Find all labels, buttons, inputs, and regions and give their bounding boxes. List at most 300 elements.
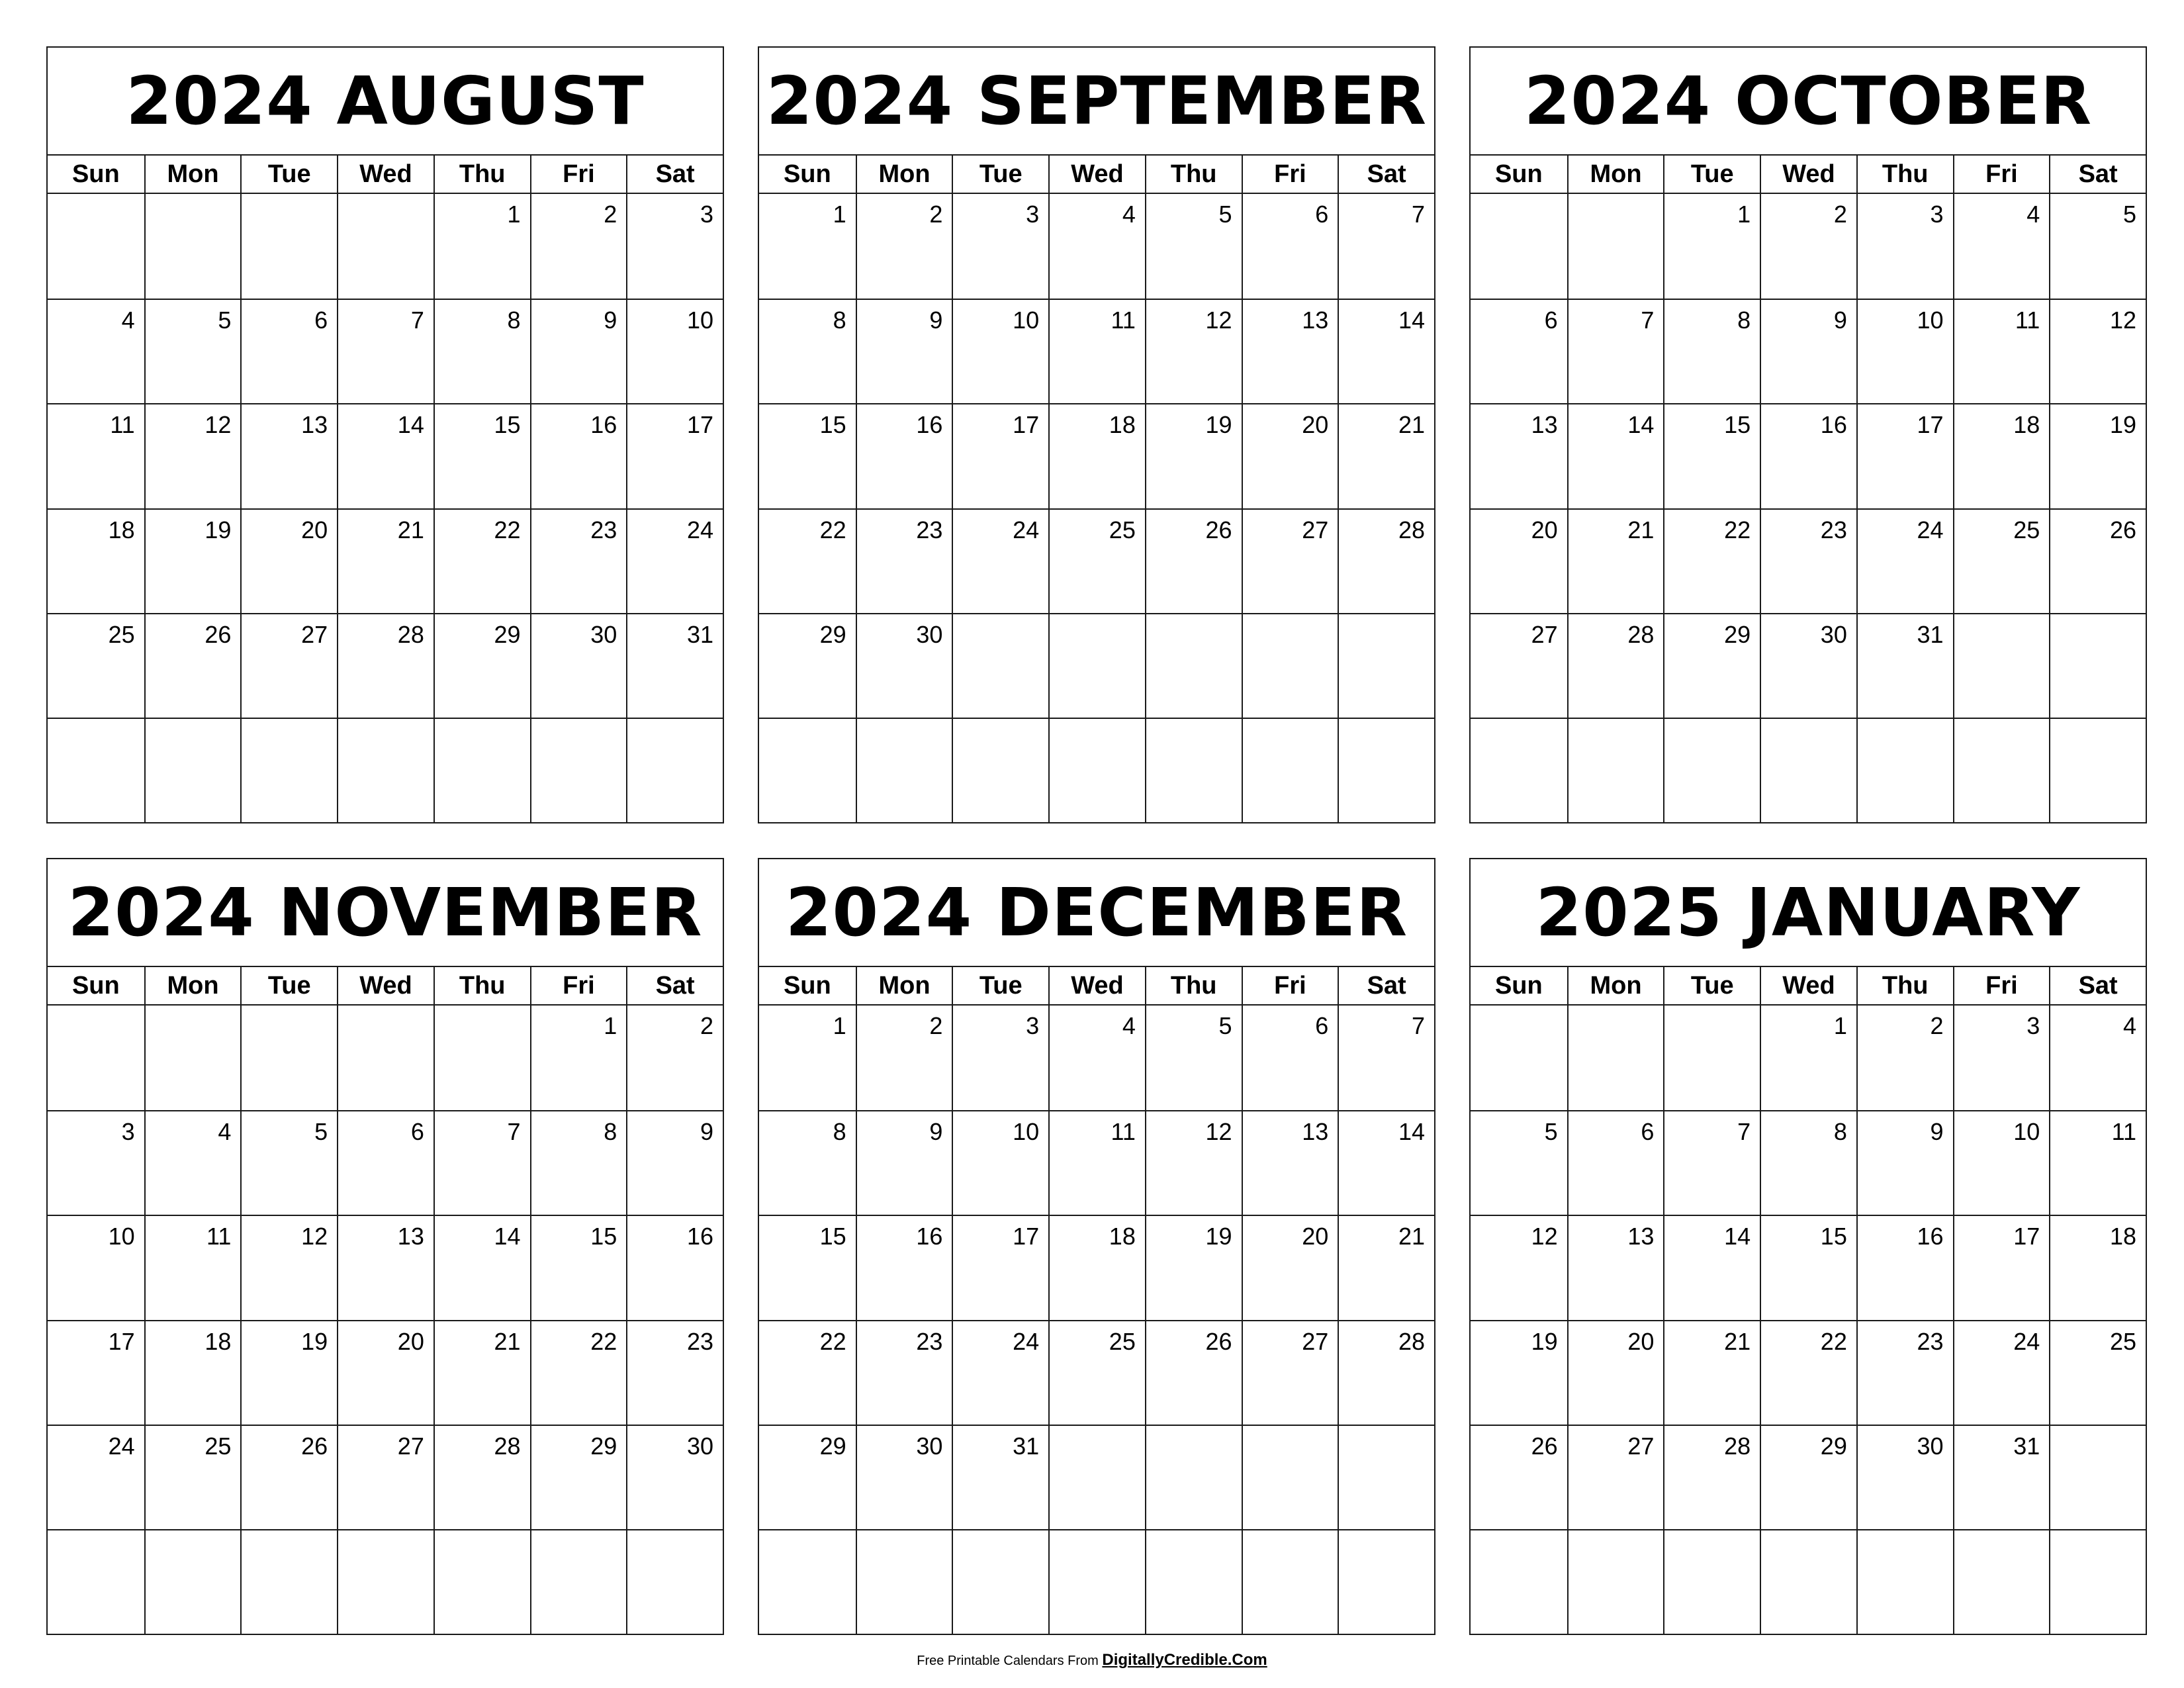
day-number: 23 <box>1917 1327 1944 1355</box>
day-cell <box>1338 299 1434 403</box>
day-number: 14 <box>1627 411 1655 439</box>
weekday-header: Thu <box>433 967 530 1004</box>
day-number: 6 <box>1544 306 1558 334</box>
day-cell <box>1760 1320 1856 1425</box>
day-cell <box>1663 1215 1760 1319</box>
day-number: 26 <box>1531 1432 1558 1460</box>
day-number: 28 <box>1398 516 1425 543</box>
day-number: 2 <box>604 201 617 228</box>
day-number: 8 <box>507 306 521 334</box>
day-cell <box>530 194 627 299</box>
day-cell <box>144 1110 241 1215</box>
day-number: 24 <box>2013 1327 2040 1355</box>
day-number: 27 <box>397 1432 424 1460</box>
weekday-header: Mon <box>856 156 952 193</box>
day-number: 13 <box>1531 411 1558 439</box>
day-number: 26 <box>1205 516 1232 543</box>
month-title: 2024 OCTOBER <box>1471 48 2146 156</box>
day-cell <box>759 194 856 299</box>
day-cell <box>759 1215 856 1319</box>
day-cell <box>1048 1215 1145 1319</box>
day-cell <box>1048 1529 1145 1634</box>
day-number: 9 <box>604 306 617 334</box>
day-number: 19 <box>301 1327 328 1355</box>
day-cell <box>1567 1110 1664 1215</box>
day-cell <box>337 403 433 508</box>
day-number: 10 <box>108 1223 135 1250</box>
day-number: 27 <box>1627 1432 1655 1460</box>
weekday-header: Wed <box>337 967 433 1004</box>
day-cell <box>144 1425 241 1529</box>
day-cell <box>1856 194 1953 299</box>
day-number: 8 <box>1833 1118 1847 1146</box>
day-cell <box>1338 1320 1434 1425</box>
day-cell <box>530 1110 627 1215</box>
day-number: 3 <box>700 201 713 228</box>
day-cell <box>626 1425 723 1529</box>
day-cell <box>1471 1425 1567 1529</box>
day-cell <box>240 613 337 718</box>
day-cell <box>530 613 627 718</box>
day-number: 20 <box>1302 411 1329 439</box>
day-cell <box>952 613 1048 718</box>
day-number: 14 <box>1398 1118 1425 1146</box>
day-cell <box>626 1006 723 1110</box>
weekday-header: Mon <box>144 156 241 193</box>
day-number: 1 <box>604 1012 617 1039</box>
day-number: 23 <box>916 1327 943 1355</box>
day-cell <box>1567 299 1664 403</box>
day-cell <box>856 613 952 718</box>
day-cell <box>1567 1006 1664 1110</box>
day-cell <box>1338 194 1434 299</box>
day-cell <box>1856 1529 1953 1634</box>
day-number: 5 <box>2122 201 2136 228</box>
day-number: 10 <box>2013 1118 2040 1146</box>
day-number: 19 <box>205 516 232 543</box>
weekday-header: Mon <box>1567 967 1664 1004</box>
day-cell <box>759 1320 856 1425</box>
day-number: 21 <box>1398 1223 1425 1250</box>
day-cell <box>1338 1006 1434 1110</box>
weekday-header: Fri <box>1242 967 1338 1004</box>
day-cell <box>2049 1110 2146 1215</box>
day-cell <box>144 403 241 508</box>
day-cell <box>626 1215 723 1319</box>
day-cell <box>1760 299 1856 403</box>
day-cell <box>433 613 530 718</box>
day-number: 21 <box>494 1327 521 1355</box>
day-cell <box>1953 403 2050 508</box>
day-number: 17 <box>1013 411 1040 439</box>
day-cell <box>1760 1215 1856 1319</box>
weekday-header: Fri <box>1953 967 2050 1004</box>
day-cell <box>530 1006 627 1110</box>
day-number: 20 <box>1531 516 1558 543</box>
day-cell <box>759 718 856 822</box>
day-cell <box>856 1006 952 1110</box>
footer-brand-link[interactable]: DigitallyCredible.Com <box>1102 1651 1267 1669</box>
day-cell <box>1145 1006 1242 1110</box>
day-cell <box>48 1215 144 1319</box>
day-cell <box>433 1215 530 1319</box>
day-number: 12 <box>1205 306 1232 334</box>
footer-prefix: Free Printable Calendars From <box>917 1654 1099 1668</box>
day-number: 15 <box>1820 1223 1847 1250</box>
day-cell <box>433 194 530 299</box>
day-cell <box>1567 403 1664 508</box>
day-cell <box>1242 508 1338 613</box>
day-number: 6 <box>314 306 328 334</box>
day-cell <box>626 1529 723 1634</box>
day-number: 22 <box>494 516 521 543</box>
day-cell <box>337 508 433 613</box>
day-cell <box>2049 1529 2146 1634</box>
day-cell <box>2049 1006 2146 1110</box>
weekday-header: Tue <box>952 156 1048 193</box>
day-number: 12 <box>205 411 232 439</box>
weekday-header: Tue <box>952 967 1048 1004</box>
day-cell <box>1145 403 1242 508</box>
day-cell <box>144 1320 241 1425</box>
day-number: 21 <box>1627 516 1655 543</box>
day-cell <box>759 1006 856 1110</box>
day-cell <box>337 1425 433 1529</box>
day-cell <box>337 1110 433 1215</box>
day-number: 18 <box>1109 411 1136 439</box>
day-number: 20 <box>1302 1223 1329 1250</box>
day-cell <box>337 1006 433 1110</box>
day-number: 29 <box>819 1432 846 1460</box>
day-cell <box>530 1425 627 1529</box>
day-cell <box>1856 1006 1953 1110</box>
day-number: 9 <box>1930 1118 1944 1146</box>
day-cell <box>1048 299 1145 403</box>
day-cell <box>1338 718 1434 822</box>
day-cell <box>2049 1320 2146 1425</box>
day-number: 16 <box>1917 1223 1944 1250</box>
day-number: 19 <box>1205 1223 1232 1250</box>
day-number: 15 <box>494 411 521 439</box>
day-number: 18 <box>1109 1223 1136 1250</box>
day-number: 7 <box>1737 1118 1751 1146</box>
day-cell <box>48 1529 144 1634</box>
weekday-header-row <box>48 967 723 1006</box>
day-cell <box>1048 1320 1145 1425</box>
day-cell <box>1953 1529 2050 1634</box>
day-cell <box>1242 1425 1338 1529</box>
day-number: 28 <box>1724 1432 1751 1460</box>
day-number: 27 <box>1531 620 1558 648</box>
day-cell <box>1567 1215 1664 1319</box>
month-calendar <box>758 46 1435 823</box>
weekday-header: Sun <box>783 971 831 1000</box>
day-cell <box>144 1529 241 1634</box>
day-cell <box>240 1110 337 1215</box>
day-cell <box>144 194 241 299</box>
day-number: 30 <box>590 620 617 648</box>
day-cell <box>240 299 337 403</box>
day-number: 7 <box>1411 201 1425 228</box>
day-grid <box>759 1006 1434 1634</box>
day-cell <box>1567 1425 1664 1529</box>
day-number: 4 <box>2122 1012 2136 1039</box>
day-number: 18 <box>2013 411 2040 439</box>
day-number: 9 <box>929 1118 943 1146</box>
day-number: 21 <box>1724 1327 1751 1355</box>
day-cell <box>626 403 723 508</box>
day-cell <box>1953 1110 2050 1215</box>
day-number: 24 <box>686 516 713 543</box>
month-title: 2024 NOVEMBER <box>48 859 723 967</box>
day-cell <box>1663 613 1760 718</box>
day-cell <box>337 1215 433 1319</box>
day-cell <box>1663 194 1760 299</box>
day-cell <box>1242 194 1338 299</box>
day-cell <box>530 1215 627 1319</box>
day-number: 11 <box>2111 1118 2136 1146</box>
day-number: 21 <box>397 516 424 543</box>
weekday-header: Fri <box>530 967 627 1004</box>
day-cell <box>433 508 530 613</box>
day-cell <box>2049 194 2146 299</box>
day-cell <box>433 718 530 822</box>
day-number: 5 <box>1544 1118 1558 1146</box>
day-cell <box>759 1425 856 1529</box>
day-cell <box>1567 508 1664 613</box>
day-number: 7 <box>1411 1012 1425 1039</box>
day-cell <box>337 1320 433 1425</box>
day-cell <box>530 1529 627 1634</box>
day-cell <box>2049 718 2146 822</box>
day-number: 20 <box>301 516 328 543</box>
day-cell <box>856 508 952 613</box>
day-number: 1 <box>1833 1012 1847 1039</box>
day-number: 24 <box>1013 516 1040 543</box>
weekday-header: Sat <box>1338 967 1434 1004</box>
day-number: 20 <box>1627 1327 1655 1355</box>
day-cell <box>1760 718 1856 822</box>
day-cell <box>48 194 144 299</box>
day-cell <box>1471 718 1567 822</box>
day-cell <box>1242 1529 1338 1634</box>
weekday-header: Mon <box>1567 156 1664 193</box>
weekday-header: Sat <box>2049 967 2146 1004</box>
weekday-header: Thu <box>1145 967 1242 1004</box>
day-cell <box>1338 403 1434 508</box>
day-cell <box>530 299 627 403</box>
day-cell <box>1145 299 1242 403</box>
day-number: 11 <box>110 411 135 439</box>
day-cell <box>433 1425 530 1529</box>
day-grid <box>1471 194 2146 822</box>
day-cell <box>1856 403 1953 508</box>
day-number: 9 <box>929 306 943 334</box>
day-cell <box>1242 613 1338 718</box>
day-cell <box>1856 718 1953 822</box>
day-number: 12 <box>1205 1118 1232 1146</box>
day-cell <box>1048 613 1145 718</box>
day-cell <box>1953 1425 2050 1529</box>
day-number: 15 <box>819 411 846 439</box>
day-number: 10 <box>1917 306 1944 334</box>
day-number: 20 <box>397 1327 424 1355</box>
day-cell <box>1760 508 1856 613</box>
day-number: 4 <box>1122 1012 1136 1039</box>
day-cell <box>856 1215 952 1319</box>
month-title: 2024 SEPTEMBER <box>759 48 1434 156</box>
day-number: 27 <box>301 620 328 648</box>
weekday-header: Tue <box>240 967 337 1004</box>
day-cell <box>48 718 144 822</box>
day-cell <box>530 508 627 613</box>
day-cell <box>2049 1425 2146 1529</box>
day-number: 13 <box>1302 306 1329 334</box>
day-cell <box>48 1320 144 1425</box>
day-number: 14 <box>1398 306 1425 334</box>
day-cell <box>530 403 627 508</box>
day-cell <box>626 299 723 403</box>
month-title: 2025 JANUARY <box>1471 859 2146 967</box>
month-calendar <box>758 858 1435 1635</box>
day-cell <box>1663 299 1760 403</box>
day-cell <box>1663 1425 1760 1529</box>
month-calendar <box>1469 46 2147 823</box>
month-calendar <box>46 46 724 823</box>
day-cell <box>759 299 856 403</box>
day-number: 3 <box>1930 201 1944 228</box>
day-number: 1 <box>833 1012 846 1039</box>
day-number: 30 <box>1820 620 1847 648</box>
weekday-header: Sun <box>1494 971 1543 1000</box>
day-cell <box>1953 508 2050 613</box>
day-grid <box>1471 1006 2146 1634</box>
day-cell <box>1048 718 1145 822</box>
day-cell <box>1856 299 1953 403</box>
weekday-header: Mon <box>856 967 952 1004</box>
day-cell <box>144 1006 241 1110</box>
day-cell <box>1663 1110 1760 1215</box>
day-cell <box>2049 299 2146 403</box>
day-cell <box>626 718 723 822</box>
day-cell <box>1145 1215 1242 1319</box>
day-cell <box>48 508 144 613</box>
day-number: 6 <box>1641 1118 1655 1146</box>
day-cell <box>1953 299 2050 403</box>
day-cell <box>626 1320 723 1425</box>
day-number: 18 <box>108 516 135 543</box>
day-number: 4 <box>2026 201 2040 228</box>
day-cell <box>1471 1529 1567 1634</box>
day-cell <box>1048 1425 1145 1529</box>
day-number: 11 <box>1111 306 1136 334</box>
weekday-header: Thu <box>433 156 530 193</box>
weekday-header-row <box>1471 156 2146 194</box>
day-number: 15 <box>1724 411 1751 439</box>
day-cell <box>856 718 952 822</box>
day-cell <box>1856 613 1953 718</box>
day-cell <box>856 299 952 403</box>
day-number: 9 <box>1833 306 1847 334</box>
day-cell <box>759 403 856 508</box>
day-number: 24 <box>1917 516 1944 543</box>
day-cell <box>952 718 1048 822</box>
day-number: 21 <box>1398 411 1425 439</box>
day-cell <box>48 403 144 508</box>
day-cell <box>1471 1215 1567 1319</box>
day-number: 19 <box>1531 1327 1558 1355</box>
day-cell <box>1145 1110 1242 1215</box>
day-number: 5 <box>1218 1012 1232 1039</box>
day-number: 11 <box>2015 306 2040 334</box>
weekday-header-row <box>1471 967 2146 1006</box>
day-cell <box>1760 613 1856 718</box>
weekday-header: Thu <box>1856 967 1953 1004</box>
day-cell <box>1242 1320 1338 1425</box>
day-number: 17 <box>1013 1223 1040 1250</box>
day-cell <box>2049 613 2146 718</box>
day-cell <box>759 508 856 613</box>
day-cell <box>144 508 241 613</box>
day-cell <box>433 1320 530 1425</box>
weekday-header: Sat <box>626 156 723 193</box>
day-number: 13 <box>1302 1118 1329 1146</box>
day-cell <box>952 1006 1048 1110</box>
day-number: 23 <box>916 516 943 543</box>
day-cell <box>1953 194 2050 299</box>
day-number: 10 <box>686 306 713 334</box>
day-number: 4 <box>218 1118 232 1146</box>
weekday-header: Wed <box>1048 156 1145 193</box>
day-number: 1 <box>507 201 521 228</box>
day-number: 16 <box>1820 411 1847 439</box>
day-cell <box>1953 613 2050 718</box>
day-cell <box>1145 613 1242 718</box>
weekday-header: Mon <box>144 967 241 1004</box>
day-number: 25 <box>1109 1327 1136 1355</box>
day-number: 3 <box>2026 1012 2040 1039</box>
day-cell <box>1567 718 1664 822</box>
day-number: 31 <box>2013 1432 2040 1460</box>
weekday-header: Sat <box>2049 156 2146 193</box>
day-cell <box>952 1529 1048 1634</box>
day-cell <box>1242 718 1338 822</box>
day-cell <box>952 299 1048 403</box>
day-cell <box>1471 403 1567 508</box>
day-cell <box>1856 1110 1953 1215</box>
day-cell <box>1567 613 1664 718</box>
day-number: 3 <box>121 1118 135 1146</box>
day-cell <box>1145 508 1242 613</box>
day-cell <box>1471 1006 1567 1110</box>
day-cell <box>1856 1425 1953 1529</box>
day-cell <box>856 403 952 508</box>
day-cell <box>48 1425 144 1529</box>
day-cell <box>1145 1425 1242 1529</box>
day-number: 3 <box>1026 1012 1040 1039</box>
day-cell <box>1145 1320 1242 1425</box>
day-number: 26 <box>301 1432 328 1460</box>
day-cell <box>1338 508 1434 613</box>
day-cell <box>1856 1320 1953 1425</box>
day-number: 16 <box>686 1223 713 1250</box>
day-cell <box>1338 1425 1434 1529</box>
day-number: 8 <box>604 1118 617 1146</box>
day-number: 22 <box>819 516 846 543</box>
day-number: 3 <box>1026 201 1040 228</box>
day-cell <box>759 1529 856 1634</box>
day-cell <box>1471 1320 1567 1425</box>
